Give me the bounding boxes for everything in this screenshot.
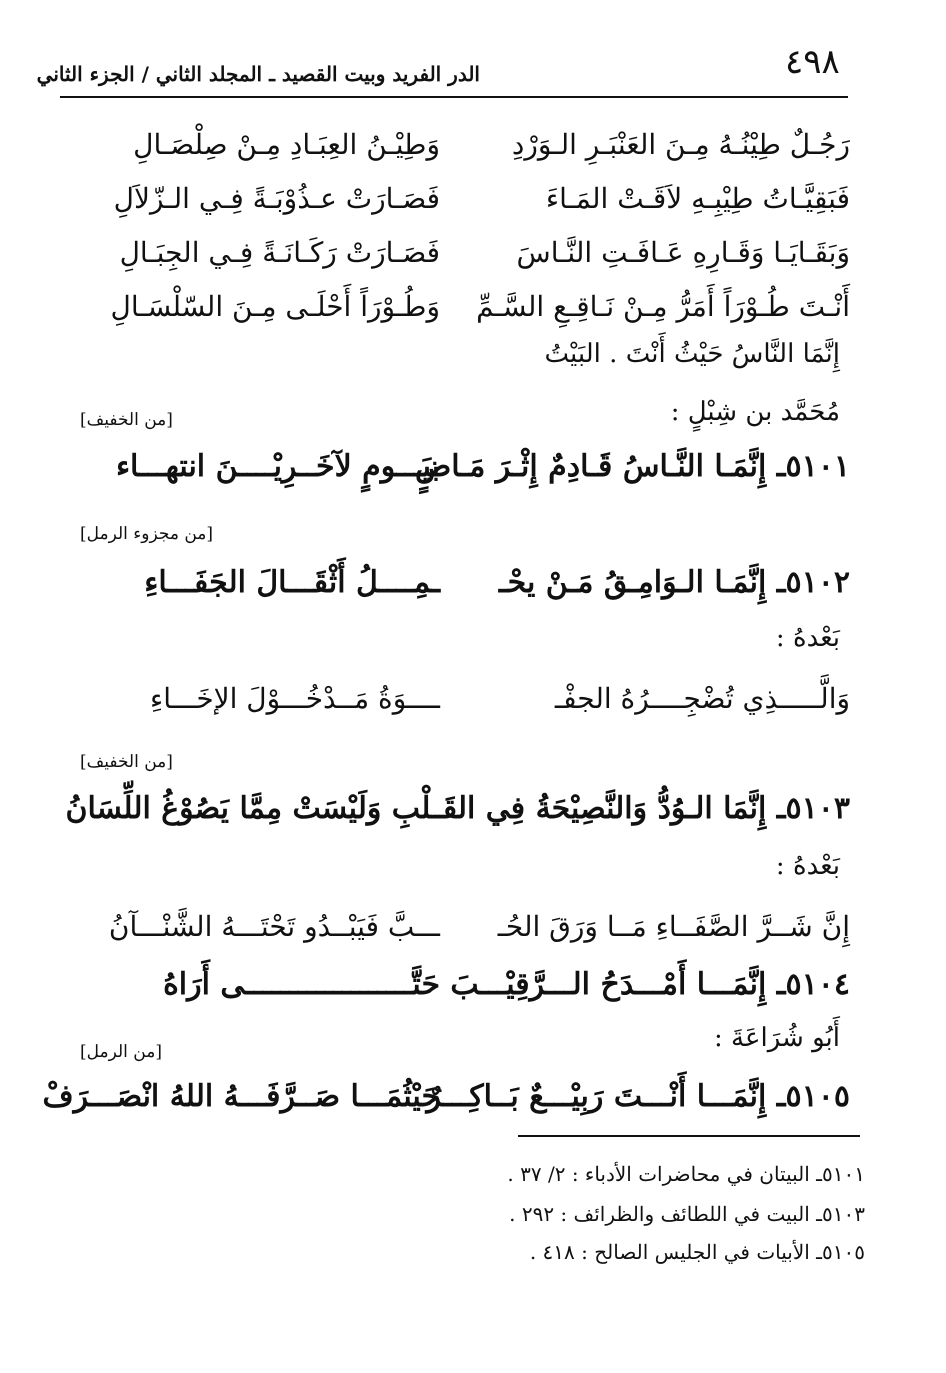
verse-second-hemistich: فَصَـارَتْ رَكَـانَـةً فِـي الجِبَـالِ: [119, 236, 440, 269]
verse-first-hemistich: أَنْـتَ طُـوْرَاً أَمَرُّ مِـنْ نَـاقِـعِ السَّـمِّ: [476, 290, 850, 323]
verse-first-hemistich: ٥١٠١ـ إِنَّمَـا النَّـاسُ قَـادِمٌ إِثْـرَ مَـاضٍ: [415, 449, 850, 484]
verse-top-2: [80, 172, 850, 226]
verse-5104: [80, 958, 850, 1012]
footnote-5103: ٥١٠٣ـ البيت في اللطائف والظرائف : ٢٩٢ .: [509, 1202, 865, 1226]
verse-first-hemistich: رَجُـلٌ طِيْنُـهُ مِـنَ العَنْبَـرِ الـوَرْدِ: [511, 128, 850, 161]
footnote-divider: [518, 1135, 860, 1137]
verse-top-3: [80, 226, 850, 280]
verse-first-hemistich: ٥١٠٥ـ إِنَّمَـــا أَنْـــتَ رَبِيْـــعٌ بَــاكِـــرٌ: [426, 1079, 850, 1114]
verse-second-hemistich: بيَـــومٍ لآخَــرِيْــــنَ انتهـــاء: [115, 449, 440, 484]
page-number: ٤٩٨: [785, 42, 840, 82]
verse-first-hemistich: وَبَقَـايَـا وَقَـارِهِ عَـافَـتِ النَّـاسَ: [516, 236, 850, 269]
verse-5102: [80, 556, 850, 610]
verse-second-hemistich: ـمِــــلُ أَثْقَـــالَ الجَفَـــاءِ: [144, 565, 440, 600]
verse-5103: [65, 782, 850, 836]
verse-first-hemistich: فَبَقِيَّـاتُ طِيْبِـهِ لاَقَـتْ المَـاءَ: [545, 182, 850, 215]
continuation-note: بَعْدهُ :: [775, 851, 840, 881]
continuation-note: بَعْدهُ :: [775, 623, 840, 653]
footnote-5105: ٥١٠٥ـ الأبيات في الجليس الصالح : ٤١٨ .: [529, 1240, 865, 1264]
verse-second-hemistich: ــــوَةُ مَــدْخُـــوْلَ الإخَـــاءِ: [150, 682, 440, 715]
poet-attribution: أَبُو شُرَاعَةَ :: [714, 1023, 840, 1053]
verse-5105: [42, 1070, 850, 1124]
verse-second-hemistich: ـلْبِ وَلَيْسَتْ مِمَّا يَصُوْغُ اللِّسَانُ: [65, 791, 440, 826]
verse-5101: [80, 440, 850, 494]
running-title: الدر الفريد وبيت القصيد ـ المجلد الثاني / الجزء الثاني: [36, 62, 480, 86]
verse-second-hemistich: حَيْثُمَـــا صَــرَّفَـــهُ اللهُ انْصَـــرَفْ: [42, 1079, 440, 1114]
verse-first-hemistich: وَالَّـــــذِي تُضْجِــــرُهُ الجفْـ: [554, 682, 850, 715]
verse-top-1: [80, 118, 850, 172]
poet-attribution: مُحَمَّد بن شِبْلٍ :: [670, 397, 840, 427]
verse-first-hemistich: ٥١٠٤ـ إِنَّمَـــا أَمْـــدَحُ الـــرَّقِيْـــبَ: [450, 967, 850, 1002]
verse-after-5103: [80, 900, 850, 954]
verse-second-hemistich: فَصَـارَتْ عـذُوْبَـةً فِـي الـزّلاَلِ: [113, 182, 440, 215]
header-divider: [60, 96, 848, 98]
footnote-5101: ٥١٠١ـ البيتان في محاضرات الأدباء : ٢/ ٣٧ .: [507, 1162, 865, 1186]
verse-first-hemistich: ٥١٠٣ـ إِنَّمَا الـوُدُّ وَالنَّصِيْحَةُ فِي القَـ: [433, 791, 850, 826]
verse-top-4: [80, 280, 850, 334]
verse-after-5102: [80, 672, 850, 726]
verse-first-hemistich: إِنَّ شَــرَّ الصَّفَــاءِ مَــا وَرَقَ الحُـ: [497, 910, 850, 943]
meter-label: [من مجزوء الرمل]: [80, 524, 214, 544]
meter-label: [من الخفيف]: [80, 752, 173, 772]
meter-label: [من الخفيف]: [80, 410, 173, 430]
verse-second-hemistich: ـــبَّ فَيَبْــدُو تَحْتَـــهُ الشَّنْـــآنُ: [108, 910, 440, 943]
meter-label: [من الرمل]: [80, 1042, 162, 1062]
verse-second-hemistich: وَطِيْـنُ العِبَـادِ مِـنْ صِلْصَـالِ: [133, 128, 440, 161]
verse-second-hemistich: حَتَّـــــــــــــــــــى أَرَاهُ: [163, 967, 440, 1002]
verse-second-hemistich: وَطُـوْرَاً أَحْلَـى مِـنَ السّلْسَـالِ: [110, 290, 440, 323]
quoted-line: إِنَّمَا النَّاسُ حَيْثُ أَنْتَ . البَيْتُ: [544, 339, 840, 369]
verse-first-hemistich: ٥١٠٢ـ إِنَّمَـا الـوَامِـقُ مَـنْ يحْـ: [498, 565, 850, 600]
